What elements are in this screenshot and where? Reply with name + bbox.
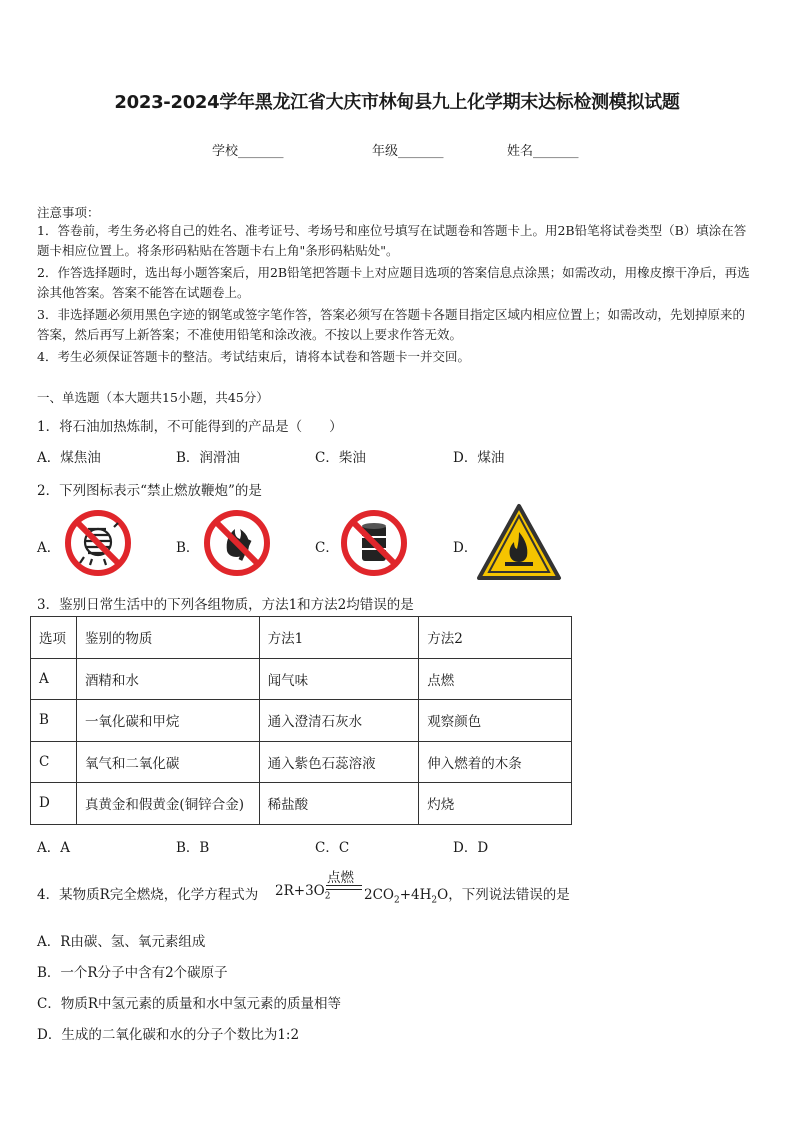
q3-option-c[interactable]: C．C xyxy=(315,840,350,856)
notice-item-1: 1．答卷前，考生务必将自己的姓名、准考证号、考场号和座位号填写在试题卷和答题卡上。用2B铅笔将试卷类型（B）填涂在答题卡相应位置上。将条形码粘贴在答题卡右上角"条形码粘贴处"。 xyxy=(37,223,747,258)
table-cell: 通入紫色石蕊溶液 xyxy=(259,741,419,783)
grade-field[interactable]: 年级_______ xyxy=(372,144,444,159)
notice-item-4: 4．考生必须保证答题卡的整洁。考试结束后，请将本试卷和答题卡一并交回。 xyxy=(37,349,470,364)
notice-heading: 注意事项： xyxy=(37,205,100,220)
q1-stem: 1．将石油加热炼制，不可能得到的产品是（ ） xyxy=(37,419,343,435)
table-cell: 真黄金和假黄金(铜锌合金) xyxy=(76,783,259,825)
q3-option-d[interactable]: D．D xyxy=(453,840,489,856)
equation-subscript: 2 xyxy=(324,891,331,902)
table-cell: 氧气和二氧化碳 xyxy=(76,741,259,783)
q3-option-b[interactable]: B．B xyxy=(176,840,210,856)
table-cell: 点燃 xyxy=(419,658,572,700)
table-cell: A xyxy=(31,658,77,700)
q4-option-d[interactable]: D．生成的二氧化碳和水的分子个数比为1:2 xyxy=(37,1027,300,1043)
q4-stem-after: ，下列说法错误的是 xyxy=(448,887,570,903)
q1-option-c[interactable]: C．柴油 xyxy=(315,450,366,466)
q1-option-a[interactable]: A．煤焦油 xyxy=(37,450,101,466)
table-cell: 一氧化碳和甲烷 xyxy=(76,700,259,742)
reaction-condition: 点燃 xyxy=(327,870,354,886)
q4-stem-before: 4．某物质R完全燃烧，化学方程式为 xyxy=(37,887,259,903)
q2-option-c-label[interactable]: C． xyxy=(315,540,339,556)
q4-option-a[interactable]: A．R由碳、氢、氧元素组成 xyxy=(37,934,206,950)
q1-option-b[interactable]: B．润滑油 xyxy=(176,450,240,466)
q2-option-a-label[interactable]: A． xyxy=(37,540,61,556)
table-header-cell: 选项 xyxy=(31,617,77,659)
equation-rhs: 2CO xyxy=(364,887,394,903)
q1-option-d[interactable]: D．煤油 xyxy=(453,450,505,466)
page-title: 2023-2024学年黑龙江省大庆市林甸县九上化学期末达标检测模拟试题 xyxy=(114,92,680,113)
q3-stem: 3．鉴别日常生活中的下列各组物质，方法1和方法2均错误的是 xyxy=(37,597,414,613)
q4-equation-rhs xyxy=(364,883,570,906)
table-header-cell: 鉴别的物质 xyxy=(76,617,259,659)
equation-subscript: 2 xyxy=(394,895,400,906)
table-row xyxy=(31,700,572,742)
q4-option-c[interactable]: C．物质R中氢元素的质量和水中氢元素的质量相等 xyxy=(37,996,341,1012)
table-cell: 通入澄清石灰水 xyxy=(259,700,419,742)
table-cell: 观察颜色 xyxy=(419,700,572,742)
table-row xyxy=(31,783,572,825)
table-header-cell: 方法1 xyxy=(259,617,419,659)
no-fuel-barrel-icon[interactable] xyxy=(340,509,408,577)
table-cell: 灼烧 xyxy=(419,783,572,825)
q4-option-b[interactable]: B．一个R分子中含有2个碳原子 xyxy=(37,965,228,981)
table-cell: 酒精和水 xyxy=(76,658,259,700)
school-field[interactable]: 学校_______ xyxy=(212,144,284,159)
q4-equation xyxy=(275,883,330,902)
reaction-equals-sign xyxy=(326,885,362,890)
section-heading: 一、单选题（本大题共15小题，共45分） xyxy=(37,390,269,405)
notice-item-2: 2．作答选择题时，选出每小题答案后，用2B铅笔把答题卡上对应题目选项的答案信息点涂黑；如需改动，用橡皮擦干净后，再选涂其他答案。答案不能答在试题卷上。 xyxy=(37,265,750,300)
q2-stem: 2．下列图标表示“禁止燃放鞭炮”的是 xyxy=(37,483,262,499)
table-header-cell: 方法2 xyxy=(419,617,572,659)
q3-table xyxy=(30,616,572,825)
equation-rhs: O xyxy=(437,887,449,903)
no-open-flame-icon[interactable] xyxy=(203,509,271,577)
equation-lhs: 2R+3O xyxy=(275,883,325,899)
q3-option-a[interactable]: A．A xyxy=(37,840,70,856)
table-cell: 闻气味 xyxy=(259,658,419,700)
table-cell: D xyxy=(31,783,77,825)
notice-item-3: 3．非选择题必须用黑色字迹的钢笔或签字笔作答，答案必须写在答题卡各题目指定区域内相应位置上；如需改动，先划掉原来的答案，然后再写上新答案；不准使用铅笔和涂改液。不按以上要求作答无效。 xyxy=(37,307,745,342)
table-row xyxy=(31,741,572,783)
table-header-row xyxy=(31,617,572,659)
table-cell: 稀盐酸 xyxy=(259,783,419,825)
equation-subscript: 2 xyxy=(431,895,438,906)
flammable-warning-icon[interactable] xyxy=(475,502,563,582)
name-field[interactable]: 姓名_______ xyxy=(507,144,579,159)
q2-option-b-label[interactable]: B． xyxy=(176,540,200,556)
table-cell: C xyxy=(31,741,77,783)
table-cell: B xyxy=(31,700,77,742)
table-row xyxy=(31,658,572,700)
table-cell: 伸入燃着的木条 xyxy=(419,741,572,783)
no-firecrackers-icon[interactable] xyxy=(64,509,132,577)
equation-rhs: +4H xyxy=(399,887,432,903)
q2-option-d-label[interactable]: D． xyxy=(453,540,478,556)
